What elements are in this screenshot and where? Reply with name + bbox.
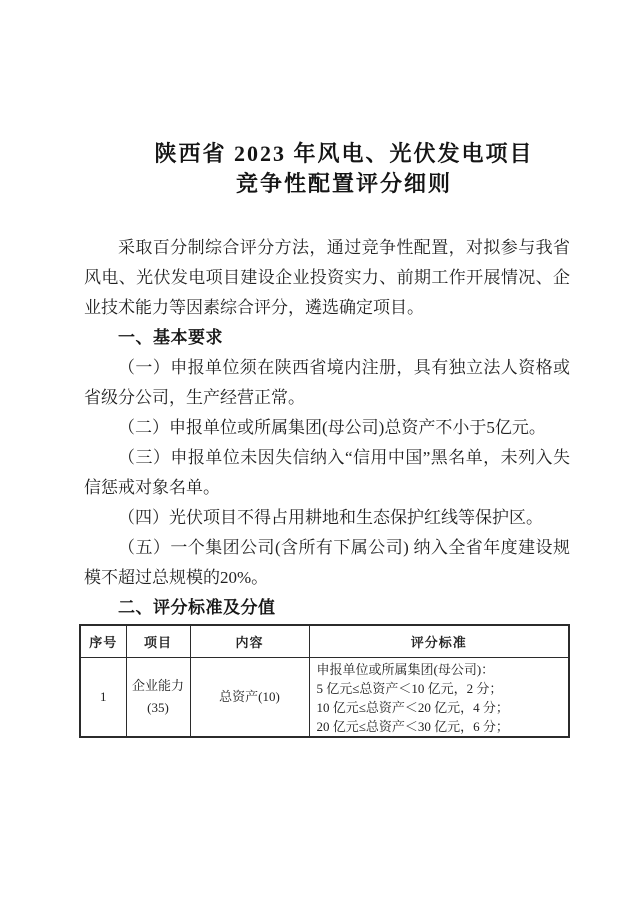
intro-paragraph: 采取百分制综合评分方法，通过竞争性配置，对拟参与我省风电、光伏发电项目建设企业投资实力、前期工作开展情况、企业技术能力等因素综合评分，遴选确定项目。	[84, 238, 570, 317]
criteria-line-1: 申报单位或所属集团(母公司)：	[316, 662, 495, 677]
document-title	[48, 139, 640, 199]
table-header-row	[80, 625, 569, 658]
requirement-item-4: （四）光伏项目不得占用耕地和生态保护红线等保护区。	[118, 508, 543, 527]
cell-row-index: 1	[80, 658, 126, 738]
cell-content: 总资产(10)	[190, 658, 309, 738]
col-header-criteria: 评分标准	[309, 625, 569, 658]
project-name: 企业能力	[131, 678, 184, 693]
col-header-project: 项目	[126, 625, 190, 658]
scoring-table	[79, 624, 570, 738]
title-line-2: 竞争性配置评分细则	[235, 171, 452, 196]
table-row	[80, 658, 569, 738]
requirement-item-2: （二）申报单位或所属集团(母公司)总资产不小于5亿元。	[118, 418, 546, 437]
section2-heading: 二、评分标准及分值	[118, 598, 276, 617]
title-line-1: 陕西省 2023 年风电、光伏发电项目	[154, 141, 534, 166]
cell-criteria	[309, 658, 569, 738]
cell-project	[126, 658, 190, 738]
requirement-item-5: （五）一个集团公司(含所有下属公司) 纳入全省年度建设规模不超过总规模的20%。	[84, 538, 570, 587]
requirement-item-3: （三）申报单位未因失信纳入“信用中国”黑名单，未列入失信惩戒对象名单。	[84, 448, 570, 497]
criteria-line-4: 20 亿元≤总资产＜30 亿元，6 分；	[316, 719, 509, 734]
document-body	[84, 233, 570, 623]
requirement-item-1: （一）申报单位须在陕西省境内注册，具有独立法人资格或省级分公司，生产经营正常。	[84, 358, 570, 407]
project-score: (35)	[147, 700, 169, 715]
section1-heading: 一、基本要求	[118, 328, 223, 347]
criteria-line-3: 10 亿元≤总资产＜20 亿元，4 分；	[316, 700, 509, 715]
col-header-content: 内容	[190, 625, 309, 658]
col-header-index: 序号	[80, 625, 126, 658]
criteria-line-2: 5 亿元≤总资产＜10 亿元，2 分；	[316, 681, 503, 696]
